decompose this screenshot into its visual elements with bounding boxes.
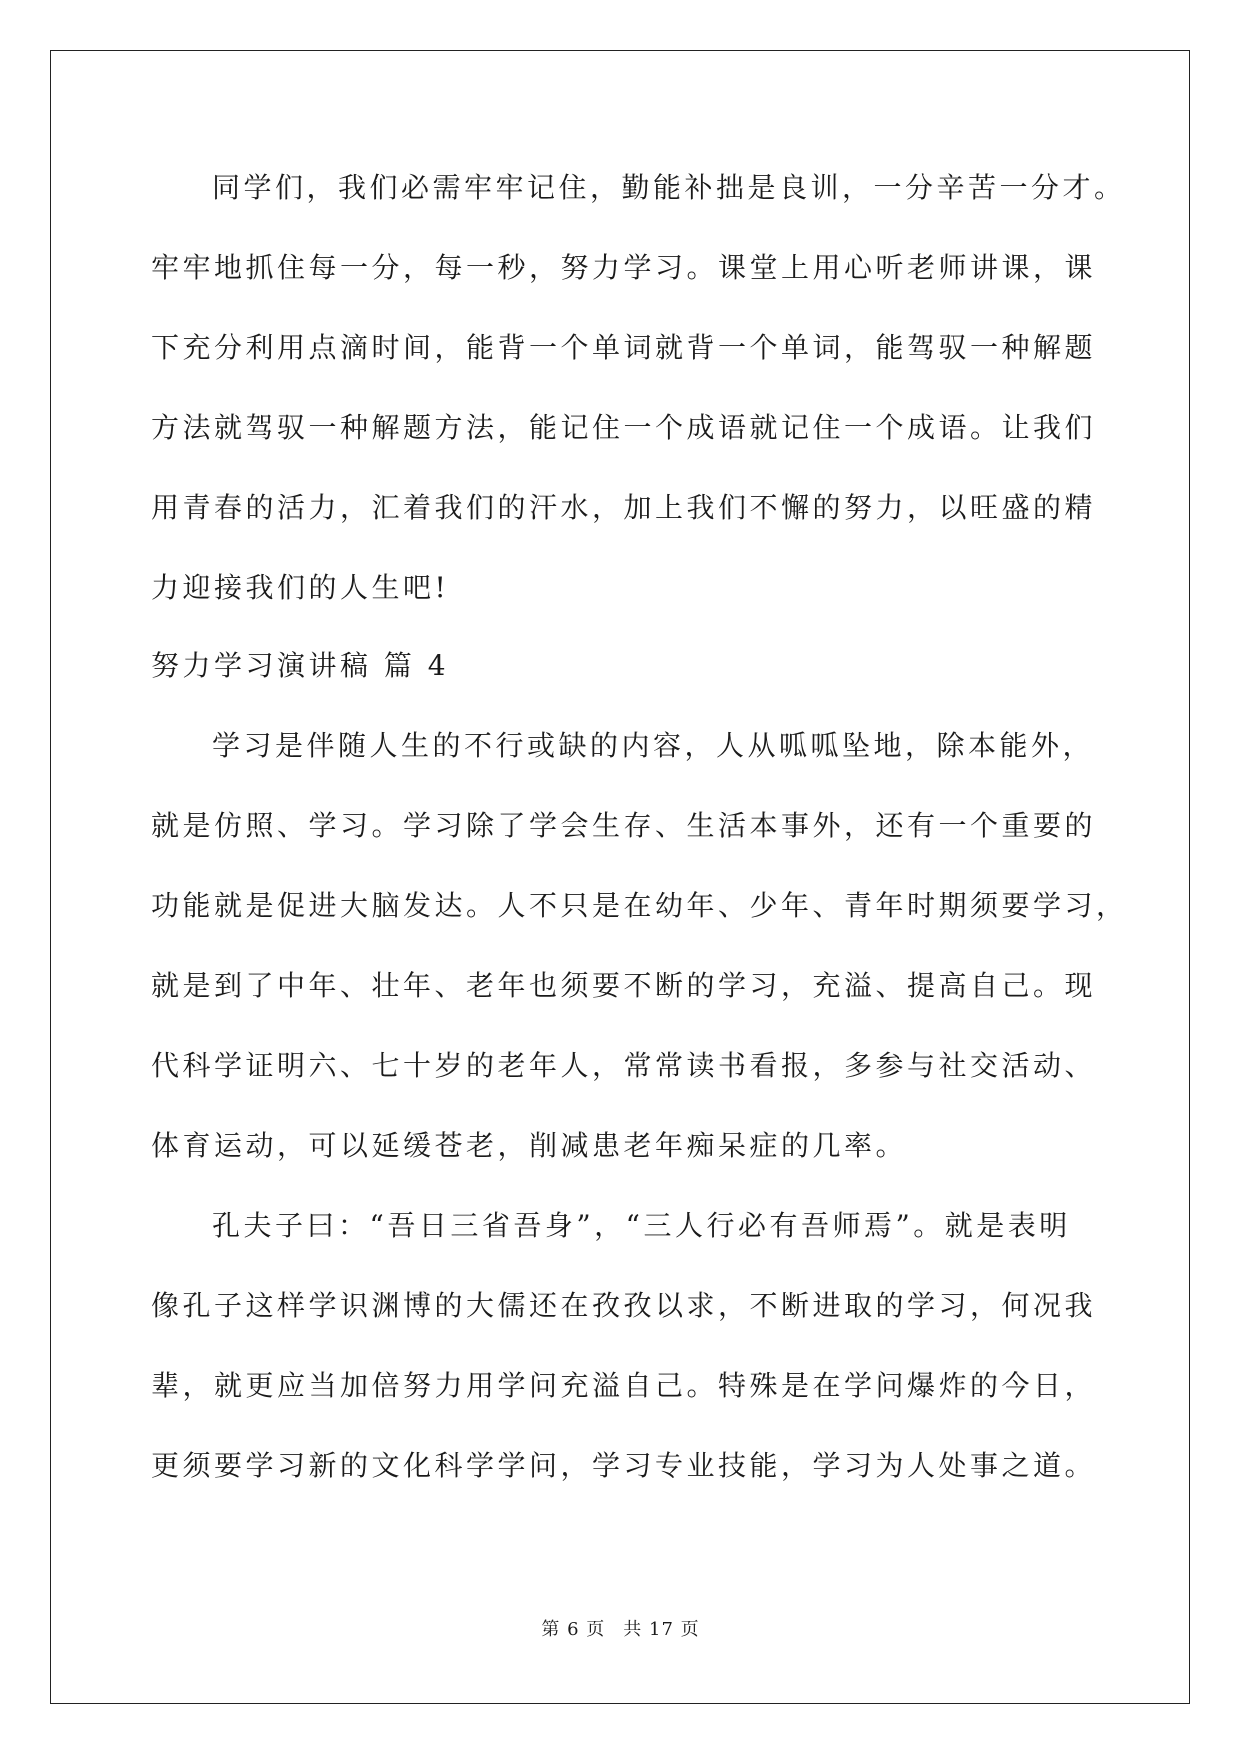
paragraph-line: 体育运动，可以延缓苍老，削减患老年痴呆症的几率。 [151, 1129, 908, 1162]
paragraph-line: 代科学证明六、七十岁的老年人，常常读书看报，多参与社交活动、 [151, 1049, 1097, 1082]
page-number: 第 6 页 [541, 1619, 606, 1640]
page-total: 共 17 页 [623, 1619, 700, 1640]
paragraph-line: 下充分利用点滴时间，能背一个单词就背一个单词，能驾驭一种解题 [151, 331, 1097, 364]
section-heading: 努力学习演讲稿 篇 4 [151, 649, 450, 682]
paragraph-line: 孔夫子曰：“吾日三省吾身”，“三人行必有吾师焉”。就是表明 [212, 1209, 1071, 1242]
paragraph-line: 方法就驾驭一种解题方法，能记住一个成语就记住一个成语。让我们 [151, 411, 1097, 444]
paragraph-line: 学习是伴随人生的不行或缺的内容，人从呱呱坠地，除本能外， [212, 729, 1095, 762]
paragraph-line: 辈，就更应当加倍努力用学问充溢自己。特殊是在学问爆炸的今日， [151, 1369, 1097, 1402]
paragraph-line: 像孔子这样学识渊博的大儒还在孜孜以求，不断进取的学习，何况我 [151, 1289, 1097, 1322]
paragraph-line: 更须要学习新的文化科学学问，学习专业技能，学习为人处事之道。 [151, 1449, 1097, 1482]
page-footer [0, 1618, 1241, 1642]
paragraph-line: 功能就是促进大脑发达。人不只是在幼年、少年、青年时期须要学习， [151, 889, 1128, 922]
paragraph-line: 就是仿照、学习。学习除了学会生存、生活本事外，还有一个重要的 [151, 809, 1097, 842]
paragraph-line: 用青春的活力，汇着我们的汗水，加上我们不懈的努力，以旺盛的精 [151, 491, 1097, 524]
paragraph-line: 力迎接我们的人生吧! [151, 571, 450, 604]
paragraph-line: 牢牢地抓住每一分，每一秒，努力学习。课堂上用心听老师讲课，课 [151, 251, 1097, 284]
paragraph-line: 同学们，我们必需牢牢记住，勤能补拙是良训，一分辛苦一分才。 [212, 171, 1126, 204]
paragraph-line: 就是到了中年、壮年、老年也须要不断的学习，充溢、提高自己。现 [151, 969, 1097, 1002]
